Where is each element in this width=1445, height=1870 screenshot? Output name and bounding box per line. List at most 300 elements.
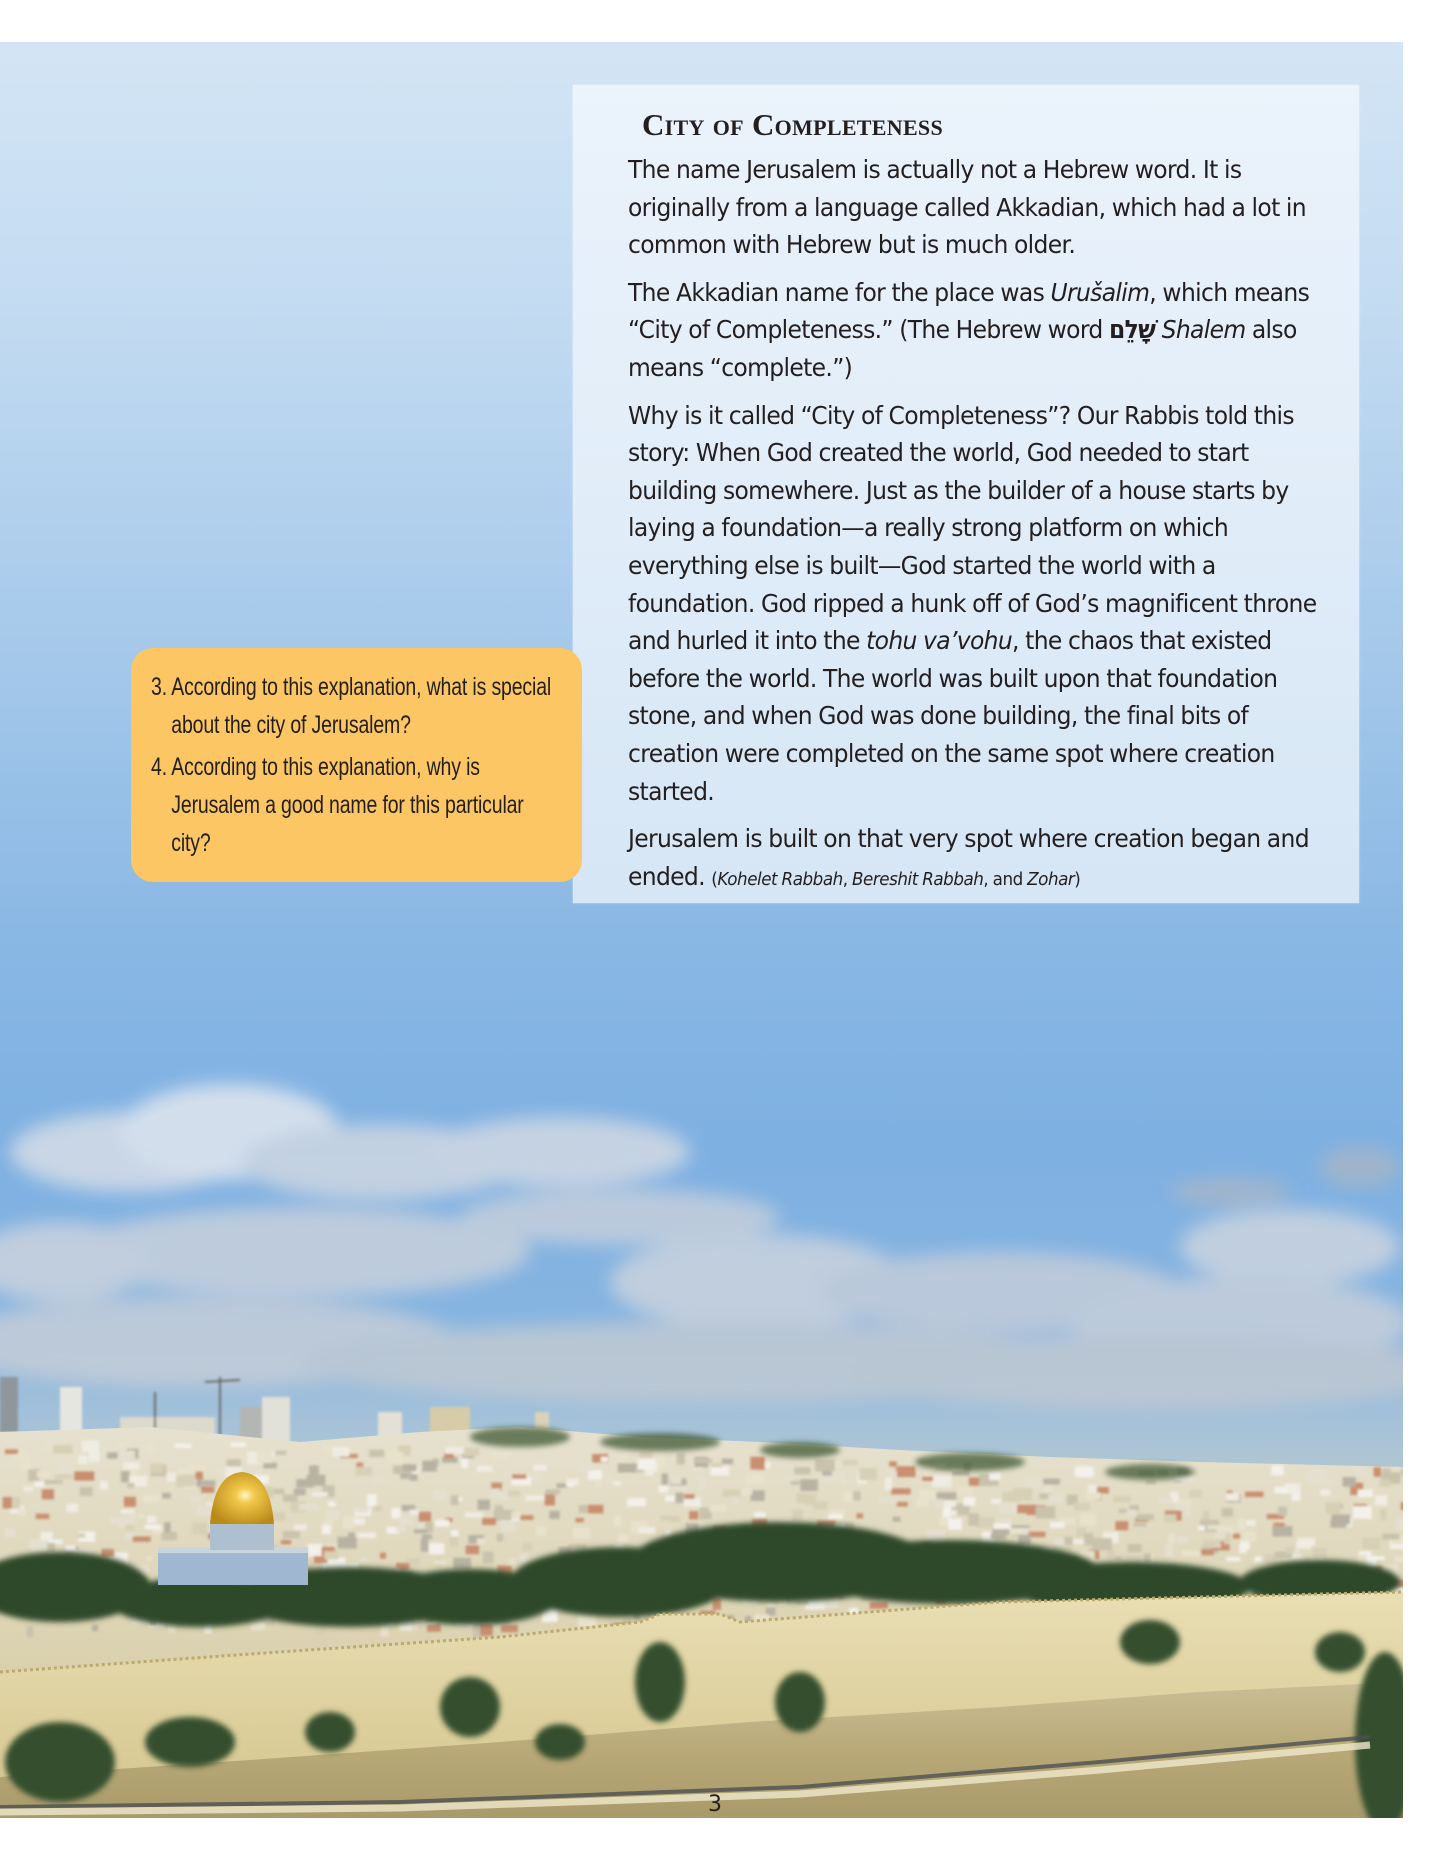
city-building (47, 1543, 55, 1553)
city-building (343, 1516, 354, 1529)
city-building (1190, 1490, 1202, 1498)
city-building (943, 1505, 951, 1518)
city-building (742, 1488, 753, 1494)
city-building (999, 1502, 1016, 1513)
city-building (435, 1520, 449, 1527)
city-building (948, 1518, 962, 1529)
city-building (12, 1497, 20, 1509)
city-building (281, 1540, 291, 1544)
city-building (24, 1486, 34, 1490)
city-building (463, 1448, 479, 1457)
city-building (1128, 1544, 1142, 1552)
city-building (888, 1467, 896, 1479)
city-building (512, 1475, 526, 1479)
city-building (627, 1498, 646, 1506)
city-building (1394, 1556, 1403, 1562)
city-building (66, 1504, 78, 1513)
question-text: According to this explanation, what is special about the city of Jerusalem? (171, 673, 552, 739)
city-building (937, 1492, 957, 1499)
city-building (1320, 1490, 1330, 1496)
city-building (414, 1529, 428, 1533)
city-building (117, 1451, 135, 1464)
city-building (53, 1445, 73, 1454)
city-building (1119, 1509, 1127, 1513)
city-building (263, 1463, 277, 1469)
city-building (1134, 1523, 1147, 1527)
city-building (1011, 1528, 1022, 1535)
city-building (792, 1510, 803, 1522)
city-building (18, 1510, 26, 1516)
city-building (110, 1517, 130, 1524)
city-building (500, 1520, 515, 1532)
city-building (1217, 1526, 1235, 1533)
city-building (215, 1469, 226, 1474)
city-building (794, 1467, 810, 1474)
city-building (694, 1459, 712, 1463)
city-building (575, 1518, 583, 1522)
city-building (445, 1447, 464, 1454)
city-building (89, 1451, 100, 1462)
citation-close: ) (1074, 868, 1081, 890)
paragraph-4 (628, 820, 1335, 898)
city-building (1013, 1488, 1033, 1501)
city-building (504, 1471, 510, 1477)
question-number: 3. (151, 673, 167, 701)
city-building (189, 1497, 201, 1502)
city-building (1226, 1493, 1239, 1501)
city-building (1292, 1555, 1300, 1559)
city-building (501, 1625, 518, 1632)
city-building (151, 1464, 164, 1474)
city-building (525, 1495, 544, 1501)
city-building (1086, 1493, 1101, 1500)
city-building (332, 1447, 349, 1457)
city-building (1168, 1534, 1175, 1544)
city-building (1214, 1534, 1225, 1538)
city-building (1018, 1535, 1030, 1545)
city-building (30, 1539, 48, 1551)
city-building (1222, 1508, 1233, 1517)
city-building (58, 1462, 74, 1472)
city-building (1271, 1465, 1283, 1475)
city-building (231, 1442, 246, 1447)
page-number: 3 (708, 1792, 722, 1817)
city-building (1255, 1557, 1262, 1563)
city-building (508, 1491, 520, 1497)
city-building (549, 1511, 560, 1519)
city-building (1115, 1556, 1122, 1560)
city-building (957, 1487, 973, 1495)
city-building (1379, 1480, 1391, 1487)
city-building (355, 1507, 369, 1513)
city-building (123, 1463, 140, 1469)
city-building (573, 1527, 590, 1538)
city-building (1383, 1468, 1391, 1480)
city-building (595, 1479, 602, 1487)
city-building (754, 1512, 766, 1517)
city-building (80, 1487, 93, 1496)
city-building (839, 1473, 846, 1484)
city-building (1237, 1518, 1244, 1530)
city-building (410, 1510, 419, 1516)
citation-zohar: Zohar (1027, 868, 1075, 890)
city-building (853, 1491, 861, 1500)
city-building (477, 1538, 485, 1544)
city-building (512, 1512, 519, 1519)
city-of-completeness-box (573, 85, 1359, 903)
city-building (82, 1440, 99, 1452)
city-building (119, 1441, 130, 1448)
city-building (963, 1497, 975, 1506)
city-building (1331, 1519, 1347, 1528)
city-building (1176, 1537, 1188, 1543)
city-building (856, 1513, 863, 1518)
city-building (422, 1535, 432, 1540)
city-building (640, 1452, 653, 1459)
question-number: 4. (151, 753, 167, 781)
city-building (750, 1457, 764, 1470)
city-building (520, 1515, 533, 1520)
city-building (722, 1459, 733, 1465)
city-building (434, 1560, 447, 1565)
city-building (1239, 1545, 1246, 1554)
city-building (618, 1464, 638, 1473)
city-building (1246, 1520, 1256, 1526)
city-building (1307, 1470, 1325, 1483)
city-building (400, 1474, 409, 1479)
city-building (519, 1554, 528, 1564)
paragraph-2-text-a: The Akkadian name for the place was (628, 277, 1051, 307)
city-building (601, 1457, 608, 1462)
term-shalem: Shalem (1161, 315, 1246, 345)
city-building (1245, 1492, 1263, 1497)
city-building (78, 1455, 87, 1464)
city-building (830, 1509, 846, 1514)
city-building (545, 1493, 555, 1505)
city-building (283, 1495, 297, 1502)
paragraph-2 (628, 274, 1335, 387)
city-building (315, 1626, 325, 1636)
city-building (1146, 1480, 1156, 1485)
city-building (107, 1452, 118, 1458)
city-building (885, 1477, 892, 1490)
city-building (294, 1525, 307, 1531)
city-building (1355, 1467, 1367, 1476)
city-building (373, 1506, 381, 1512)
city-building (427, 1624, 441, 1632)
city-building (638, 1527, 655, 1533)
city-building (668, 1485, 688, 1491)
city-building (328, 1502, 336, 1507)
city-building (429, 1543, 444, 1554)
city-building (813, 1502, 827, 1510)
city-building (1326, 1502, 1340, 1514)
city-building (1029, 1532, 1046, 1538)
citation-open: ( (711, 868, 718, 890)
city-building (196, 1472, 204, 1480)
city-building (723, 1489, 741, 1496)
city-building (138, 1514, 145, 1518)
city-building (536, 1527, 547, 1536)
city-building (711, 1463, 722, 1467)
discussion-questions-box (131, 648, 582, 882)
city-building (662, 1474, 668, 1485)
city-building (815, 1459, 835, 1471)
city-building (1296, 1542, 1312, 1549)
city-building (994, 1523, 1011, 1529)
city-building (37, 1471, 51, 1478)
city-building (977, 1517, 995, 1528)
city-building (360, 1558, 368, 1562)
citation-sep-2: , and (983, 868, 1028, 890)
city-building (677, 1453, 685, 1465)
city-building (453, 1558, 471, 1570)
city-building (143, 1495, 160, 1503)
city-building (1198, 1526, 1205, 1531)
city-building (1182, 1550, 1201, 1556)
city-building (782, 1476, 796, 1481)
city-building (618, 1534, 629, 1543)
citation (711, 869, 1080, 890)
city-building (1176, 1504, 1186, 1511)
city-building (1107, 1551, 1115, 1562)
city-building (497, 1533, 503, 1541)
city-building (995, 1518, 1012, 1523)
city-building (192, 1522, 207, 1535)
city-building (1025, 1477, 1042, 1488)
city-building (147, 1516, 156, 1524)
city-building (951, 1510, 958, 1515)
city-building (944, 1501, 956, 1507)
city-building (1203, 1540, 1220, 1547)
city-building (1159, 1498, 1173, 1503)
city-building (828, 1514, 843, 1519)
city-building (566, 1483, 574, 1487)
city-building (1273, 1526, 1293, 1537)
city-building (325, 1551, 339, 1560)
paragraph-3-text-b: , the chaos that existed before the world. The world was built upon that foundation stone, and when God was done building, the final bits of creation were completed on the same spot where creation started. (628, 626, 1278, 806)
city-building (3, 1497, 13, 1509)
term-tohu-vavohu: tohu va’vohu (866, 626, 1013, 656)
city-building (36, 1514, 50, 1519)
city-building (1278, 1507, 1287, 1516)
city-building (451, 1495, 459, 1505)
city-building (879, 1498, 897, 1503)
city-building (791, 1481, 800, 1485)
city-building (1396, 1518, 1403, 1530)
city-building (1343, 1477, 1356, 1487)
city-building (991, 1533, 1006, 1539)
city-building (1382, 1534, 1399, 1540)
city-building (531, 1475, 542, 1481)
city-building (778, 1458, 789, 1465)
city-building (870, 1602, 888, 1609)
city-building (1084, 1533, 1093, 1545)
city-building (483, 1552, 494, 1564)
city-building (494, 1510, 514, 1521)
city-building (5, 1449, 18, 1454)
city-building (1043, 1479, 1060, 1485)
paragraph-4-text: Jerusalem is built on that very spot where creation began and ended. (628, 824, 1309, 891)
city-building (670, 1476, 681, 1484)
city-building (387, 1452, 403, 1464)
city-building (307, 1475, 326, 1486)
city-building (1164, 1514, 1177, 1522)
city-building (399, 1517, 414, 1525)
city-building (1136, 1514, 1154, 1520)
city-building (1313, 1548, 1327, 1559)
city-building (893, 1517, 901, 1522)
city-building (465, 1512, 483, 1517)
city-building (367, 1494, 377, 1506)
city-building (355, 1467, 372, 1476)
city-building (897, 1502, 908, 1507)
city-building (466, 1545, 480, 1554)
city-building (1048, 1494, 1062, 1503)
city-building (613, 1515, 621, 1526)
city-building (251, 1623, 265, 1631)
city-building (322, 1525, 331, 1534)
city-building (34, 1481, 44, 1487)
question-text: According to this explanation, why is Jerusalem a good name for this particular city? (171, 753, 524, 857)
city-building (283, 1531, 300, 1538)
city-building (1128, 1510, 1137, 1517)
city-building (1380, 1509, 1387, 1520)
city-building (299, 1504, 318, 1510)
city-building (145, 1525, 162, 1530)
city-building (1226, 1557, 1240, 1561)
city-building (689, 1511, 698, 1519)
city-building (101, 1550, 114, 1557)
city-building (1243, 1532, 1256, 1542)
city-building (1074, 1503, 1090, 1511)
city-building (766, 1608, 776, 1616)
city-building (42, 1489, 54, 1499)
city-building (369, 1450, 384, 1457)
city-building (509, 1558, 516, 1565)
city-building (989, 1472, 1001, 1480)
city-building (421, 1539, 429, 1552)
city-building (1401, 1502, 1403, 1510)
city-building (1113, 1496, 1131, 1503)
city-building (897, 1466, 915, 1477)
city-building (482, 1518, 496, 1525)
city-building (312, 1492, 328, 1497)
city-building (800, 1479, 818, 1491)
city-building (477, 1466, 493, 1472)
city-building (1401, 1469, 1403, 1475)
city-building (746, 1475, 764, 1484)
citation-kohelet-rabbah: Kohelet Rabbah (717, 868, 843, 890)
city-building (422, 1461, 437, 1472)
city-building (675, 1493, 683, 1503)
city-building (1092, 1538, 1112, 1551)
hebrew-word-shalem: שָׁלֵם (1108, 315, 1156, 345)
city-building (968, 1513, 979, 1525)
city-building (588, 1470, 602, 1480)
question-4 (151, 748, 557, 862)
city-building (1233, 1534, 1240, 1539)
paragraph-1 (628, 151, 1335, 264)
city-building (1363, 1538, 1381, 1550)
city-building (121, 1471, 130, 1482)
city-building (658, 1486, 668, 1492)
clouds (0, 1084, 1403, 1410)
city-building (1017, 1505, 1037, 1513)
citation-bereshit-rabbah: Bereshit Rabbah (852, 868, 984, 890)
city-building (133, 1537, 151, 1542)
city-building (92, 1625, 98, 1631)
city-building (1075, 1466, 1094, 1477)
city-building (1275, 1487, 1288, 1494)
city-building (522, 1543, 532, 1551)
city-building (176, 1475, 195, 1487)
city-building (175, 1444, 192, 1448)
city-building (669, 1516, 680, 1523)
city-building (709, 1505, 726, 1512)
city-building (478, 1500, 490, 1510)
city-building (403, 1464, 417, 1471)
city-building (357, 1533, 376, 1539)
paragraph-3-text-a: Why is it called “City of Completeness”? Our Rabbis told this story: When God created the world, God needed to start building somewhere. Just as the builder of a house starts by laying a foundation—a really strong platform on which everything else is built—God started the world with a foundation. God ripped a hunk off of God’s magnificent throne and hurled it into the (628, 400, 1317, 656)
city-building (1374, 1467, 1381, 1477)
city-building (588, 1505, 603, 1514)
paragraph-2-text-b: , which means “City of Completeness.” (The Hebrew word (628, 277, 1310, 345)
city-building (1375, 1495, 1387, 1506)
city-building (1050, 1522, 1065, 1528)
city-building (751, 1490, 765, 1501)
city-building (275, 1451, 286, 1455)
city-building (396, 1526, 405, 1532)
city-building (859, 1468, 877, 1480)
city-building (126, 1526, 135, 1531)
city-building (162, 1493, 171, 1499)
city-building (797, 1493, 808, 1503)
city-building (129, 1513, 136, 1524)
city-building (449, 1536, 458, 1546)
city-building (1115, 1521, 1128, 1530)
city-building (164, 1522, 170, 1532)
city-building (1080, 1514, 1096, 1525)
city-building (338, 1537, 357, 1549)
city-building (935, 1499, 944, 1509)
city-building (684, 1494, 694, 1499)
city-building (203, 1480, 216, 1485)
city-building (698, 1478, 707, 1490)
box-title: City of Completeness (642, 107, 943, 142)
city-building (127, 1483, 134, 1488)
city-building (1201, 1549, 1214, 1555)
term-urusalim: Urušalim (1050, 277, 1150, 307)
paragraph-1-text: The name Jerusalem is actually not a Hebrew word. It is originally from a language called Akkadian, which had a lot in common with Hebrew but is much older. (628, 155, 1306, 260)
city-building (308, 1544, 322, 1557)
city-building (410, 1474, 418, 1481)
city-building (546, 1489, 560, 1494)
city-building (1144, 1553, 1151, 1562)
city-building (843, 1460, 858, 1465)
city-building (162, 1532, 177, 1541)
city-building (380, 1553, 386, 1559)
city-building (371, 1479, 385, 1483)
city-building (65, 1545, 75, 1551)
city-building (44, 1480, 63, 1484)
city-building (326, 1510, 340, 1520)
city-building (433, 1490, 446, 1499)
city-building (613, 1481, 621, 1485)
city-building (580, 1464, 595, 1471)
city-building (473, 1625, 480, 1638)
city-building (201, 1486, 214, 1492)
